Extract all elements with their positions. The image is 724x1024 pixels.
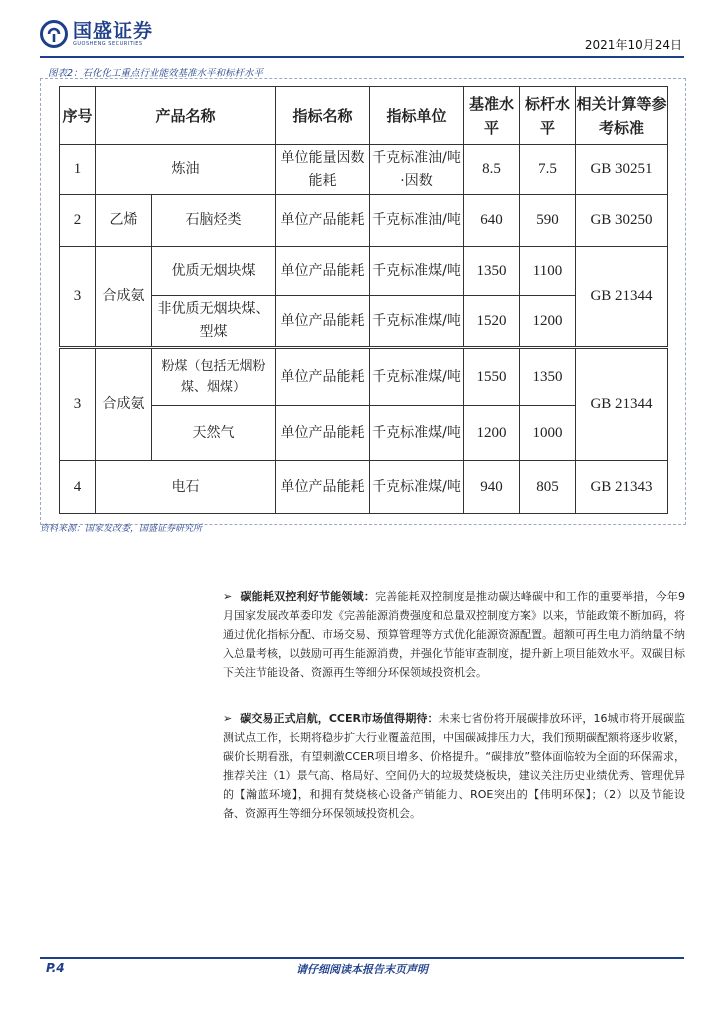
row-standard: GB 30250 bbox=[576, 195, 668, 247]
row-indicator: 单位产品能耗 bbox=[276, 461, 370, 514]
row-product: 天然气 bbox=[152, 406, 276, 461]
row-standard: GB 21343 bbox=[576, 461, 668, 514]
row-bench: 7.5 bbox=[520, 145, 576, 195]
row-base: 1550 bbox=[464, 349, 520, 406]
row-category: 合成氨 bbox=[96, 247, 152, 347]
header-cell-unit: 指标单位 bbox=[370, 87, 464, 145]
row-bench: 590 bbox=[520, 195, 576, 247]
row-indicator: 单位产品能耗 bbox=[276, 349, 370, 406]
paragraph-body: 未来七省份将开展碳排放环评，16城市将开展碳监测试点工作，长期将稳步扩大行业覆盖范围，中国碳减排压力大，我们预期碳配额将逐步收紧，碳价长期看涨，有望刺激CCER项目增多、价格提升。“碳排放”整体面临较为全面的环保需求，推荐关注（1）景气高、格局好、空间仍大的垃圾焚烧板块，建议关注历史业绩优秀、管理优异的【瀚蓝环境】，和拥有焚烧核心设备产销能力、ROE突出的【伟明环保】；（2）以及节能设备、资源再生等细分环保领域投资机会。 bbox=[223, 712, 685, 820]
company-logo-icon bbox=[40, 20, 68, 48]
table-row bbox=[60, 247, 668, 296]
bullet-arrow-icon: ➢ bbox=[223, 712, 233, 725]
company-logo bbox=[40, 20, 153, 48]
row-product: 非优质无烟块煤、型煤 bbox=[152, 296, 276, 347]
row-category: 乙烯 bbox=[96, 195, 152, 247]
paragraph-lead: 碳交易正式启航，CCER市场值得期待： bbox=[240, 712, 439, 725]
table-header-row bbox=[60, 87, 668, 145]
header-cell-product: 产品名称 bbox=[96, 87, 276, 145]
table-row bbox=[60, 195, 668, 247]
energy-table-part1 bbox=[59, 86, 668, 347]
header-cell-standard: 相关计算等参考标准 bbox=[576, 87, 668, 145]
header-divider bbox=[40, 56, 684, 58]
row-indicator: 单位能量因数能耗 bbox=[276, 145, 370, 195]
row-base: 640 bbox=[464, 195, 520, 247]
row-no: 2 bbox=[60, 195, 96, 247]
paragraph-body: 完善能耗双控制度是推动碳达峰碳中和工作的重要举措，今年9月国家发展改革委印发《完善能源消费强度和总量双控制度方案》以来，节能政策不断加码，将通过优化指标分配、市场交易、预算管理等方式优化能源资源配置。超额可再生电力消纳量不纳入总量考核，以鼓励可再生能源消费，并强化节能审查制度，提升新上项目能效水平。双碳目标下关注节能设备、资源再生等细分环保领域投资机会。 bbox=[223, 590, 686, 679]
bullet-arrow-icon: ➢ bbox=[223, 590, 233, 603]
header-cell-base: 基准水平 bbox=[464, 87, 520, 145]
row-standard: GB 21344 bbox=[576, 349, 668, 461]
row-bench: 805 bbox=[520, 461, 576, 514]
paragraph-energy-control bbox=[223, 587, 685, 682]
row-no: 3 bbox=[60, 349, 96, 461]
row-unit: 千克标准油/吨·因数 bbox=[370, 145, 464, 195]
row-standard: GB 21344 bbox=[576, 247, 668, 347]
figure-title: 图表2：石化化工重点行业能效基准水平和标杆水平 bbox=[48, 68, 264, 79]
report-date: 2021年10月24日 bbox=[584, 38, 682, 52]
row-no: 1 bbox=[60, 145, 96, 195]
row-indicator: 单位产品能耗 bbox=[276, 406, 370, 461]
table-row bbox=[60, 349, 668, 406]
footer-disclaimer: 请仔细阅读本报告末页声明 bbox=[296, 963, 428, 976]
row-base: 1520 bbox=[464, 296, 520, 347]
row-product: 优质无烟块煤 bbox=[152, 247, 276, 296]
row-base: 940 bbox=[464, 461, 520, 514]
row-base: 1350 bbox=[464, 247, 520, 296]
row-unit: 千克标准煤/吨 bbox=[370, 461, 464, 514]
company-name-en: GUOSHENG SECURITIES bbox=[73, 40, 143, 47]
paragraph-lead: 碳能耗双控利好节能领域： bbox=[240, 590, 376, 603]
row-no: 4 bbox=[60, 461, 96, 514]
row-no: 3 bbox=[60, 247, 96, 347]
table-row bbox=[60, 461, 668, 514]
row-bench: 1200 bbox=[520, 296, 576, 347]
company-name: 国盛证券 bbox=[73, 19, 154, 42]
row-product: 石脑烃类 bbox=[152, 195, 276, 247]
header-cell-bench: 标杆水平 bbox=[520, 87, 576, 145]
row-base: 1200 bbox=[464, 406, 520, 461]
row-unit: 千克标准煤/吨 bbox=[370, 247, 464, 296]
row-category: 合成氨 bbox=[96, 349, 152, 461]
row-bench: 1350 bbox=[520, 349, 576, 406]
header-cell-indicator: 指标名称 bbox=[276, 87, 370, 145]
figure-source: 资料来源：国家发改委，国盛证券研究所 bbox=[40, 524, 203, 534]
row-product: 粉煤（包括无烟粉煤、烟煤） bbox=[152, 349, 276, 406]
row-base: 8.5 bbox=[464, 145, 520, 195]
row-indicator: 单位产品能耗 bbox=[276, 247, 370, 296]
row-unit: 千克标准煤/吨 bbox=[370, 406, 464, 461]
page-number: P.4 bbox=[46, 961, 65, 975]
row-unit: 千克标准煤/吨 bbox=[370, 349, 464, 406]
row-bench: 1000 bbox=[520, 406, 576, 461]
paragraph-carbon-trading bbox=[223, 709, 685, 823]
row-product: 炼油 bbox=[96, 145, 276, 195]
header-cell-no: 序号 bbox=[60, 87, 96, 145]
row-standard: GB 30251 bbox=[576, 145, 668, 195]
row-unit: 千克标准油/吨 bbox=[370, 195, 464, 247]
row-indicator: 单位产品能耗 bbox=[276, 296, 370, 347]
energy-table-part2 bbox=[59, 348, 668, 514]
footer-divider bbox=[40, 957, 684, 959]
row-bench: 1100 bbox=[520, 247, 576, 296]
row-unit: 千克标准煤/吨 bbox=[370, 296, 464, 347]
row-indicator: 单位产品能耗 bbox=[276, 195, 370, 247]
table-row bbox=[60, 145, 668, 195]
row-product: 电石 bbox=[96, 461, 276, 514]
